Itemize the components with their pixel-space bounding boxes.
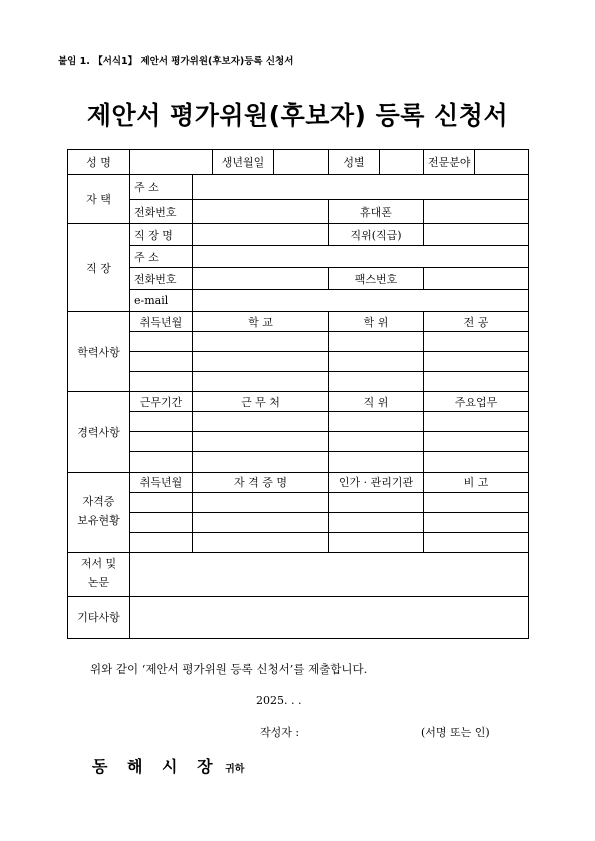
career-duties-field[interactable] (424, 432, 529, 452)
education-major-field[interactable] (424, 332, 529, 352)
certificate-header-name: 자 격 증 명 (193, 472, 329, 492)
home-section-label: 자 택 (68, 175, 130, 224)
field-label: 전문분야 (424, 150, 475, 175)
certificate-name-field[interactable] (193, 512, 329, 532)
application-form-table (67, 149, 529, 639)
certificate-section-label-line1: 자격증 (82, 495, 115, 509)
home-address-field[interactable] (193, 175, 529, 200)
publications-row (68, 552, 529, 596)
recipient-name: 동 해 시 장 (92, 757, 220, 776)
certificate-header-authority: 인가 · 관리기관 (329, 472, 424, 492)
career-workplace-field[interactable] (193, 452, 329, 472)
home-address-label: 주 소 (130, 175, 193, 200)
author-label: 작성자 : (260, 726, 300, 739)
position-label: 직위(직급) (329, 224, 424, 246)
field-input[interactable] (475, 150, 529, 175)
education-date-field[interactable] (130, 332, 193, 352)
certificate-entry-row (68, 492, 529, 512)
education-school-field[interactable] (193, 352, 329, 372)
other-row (68, 596, 529, 638)
work-phone-label: 전화번호 (130, 268, 193, 290)
career-position-field[interactable] (329, 452, 424, 472)
education-school-field[interactable] (193, 372, 329, 392)
education-major-field[interactable] (424, 372, 529, 392)
education-section-label: 학력사항 (68, 312, 130, 392)
home-phone-row (68, 200, 529, 224)
gender-label: 성별 (329, 150, 380, 175)
education-major-field[interactable] (424, 352, 529, 372)
name-label: 성 명 (68, 150, 130, 175)
certificate-name-field[interactable] (193, 532, 329, 552)
workplace-row (68, 224, 529, 246)
workplace-field[interactable] (193, 224, 329, 246)
recipient-suffix: 귀하 (225, 764, 245, 775)
career-entry-row (68, 452, 529, 472)
certificate-section-label-line2: 보유현황 (77, 514, 120, 528)
publications-label (68, 552, 130, 596)
education-school-field[interactable] (193, 332, 329, 352)
career-header-row (68, 392, 529, 412)
personal-info-row (68, 150, 529, 175)
education-degree-field[interactable] (329, 352, 424, 372)
recipient (92, 754, 244, 777)
education-degree-field[interactable] (329, 372, 424, 392)
position-field[interactable] (424, 224, 529, 246)
career-header-position: 직 위 (329, 392, 424, 412)
certificate-name-field[interactable] (193, 492, 329, 512)
certificate-remarks-field[interactable] (424, 532, 529, 552)
work-section-label: 직 장 (68, 224, 130, 312)
career-period-field[interactable] (130, 432, 193, 452)
workplace-label: 직 장 명 (130, 224, 193, 246)
publications-field[interactable] (130, 552, 529, 596)
birthdate-field[interactable] (274, 150, 329, 175)
home-phone-field[interactable] (193, 200, 329, 224)
education-header-major: 전 공 (424, 312, 529, 332)
certificate-header-date: 취득년월 (130, 472, 193, 492)
certificate-entry-row (68, 532, 529, 552)
education-entry-row (68, 352, 529, 372)
email-label: e-mail (130, 290, 193, 312)
career-section-label: 경력사항 (68, 392, 130, 472)
certificate-entry-row (68, 512, 529, 532)
work-address-field[interactable] (193, 246, 529, 268)
fax-field[interactable] (424, 268, 529, 290)
work-phone-row (68, 268, 529, 290)
career-header-workplace: 근 무 처 (193, 392, 329, 412)
date-line: 2025. . . (256, 694, 302, 707)
signature-label: (서명 또는 인) (421, 726, 490, 739)
work-address-row (68, 246, 529, 268)
document-title: 제안서 평가위원(후보자) 등록 신청서 (86, 101, 509, 130)
fax-label: 팩스번호 (329, 268, 424, 290)
birthdate-label: 생년월일 (213, 150, 274, 175)
career-header-period: 근무기간 (130, 392, 193, 412)
publications-label-line1: 저서 및 (80, 557, 117, 571)
certificate-date-field[interactable] (130, 512, 193, 532)
career-header-duties: 주요업무 (424, 392, 529, 412)
career-workplace-field[interactable] (193, 432, 329, 452)
name-field[interactable] (130, 150, 213, 175)
mobile-label: 휴대폰 (329, 200, 424, 224)
education-header-date: 취득년월 (130, 312, 193, 332)
education-entry-row (68, 332, 529, 352)
home-address-row (68, 175, 529, 200)
certificate-authority-field[interactable] (329, 512, 424, 532)
certificate-remarks-field[interactable] (424, 492, 529, 512)
gender-field[interactable] (380, 150, 424, 175)
mobile-field[interactable] (424, 200, 529, 224)
email-row (68, 290, 529, 312)
career-period-field[interactable] (130, 452, 193, 472)
education-header-school: 학 교 (193, 312, 329, 332)
career-position-field[interactable] (329, 412, 424, 432)
education-header-degree: 학 위 (329, 312, 424, 332)
other-label: 기타사항 (68, 596, 130, 638)
education-date-field[interactable] (130, 372, 193, 392)
work-address-label: 주 소 (130, 246, 193, 268)
certificate-date-field[interactable] (130, 492, 193, 512)
email-field[interactable] (193, 290, 529, 312)
career-period-field[interactable] (130, 412, 193, 432)
publications-label-line2: 논문 (87, 576, 110, 590)
career-duties-field[interactable] (424, 452, 529, 472)
work-phone-field[interactable] (193, 268, 329, 290)
education-entry-row (68, 372, 529, 392)
education-header-row (68, 312, 529, 332)
certificate-authority-field[interactable] (329, 492, 424, 512)
education-degree-field[interactable] (329, 332, 424, 352)
career-entry-row (68, 432, 529, 452)
career-entry-row (68, 412, 529, 432)
certificate-authority-field[interactable] (329, 532, 424, 552)
submission-statement: 위와 같이 ‘제안서 평가위원 등록 신청서’를 제출합니다. (90, 662, 368, 676)
education-date-field[interactable] (130, 352, 193, 372)
certificate-header-remarks: 비 고 (424, 472, 529, 492)
certificate-remarks-field[interactable] (424, 512, 529, 532)
certificate-header-row (68, 472, 529, 492)
certificate-section-label (68, 472, 130, 552)
career-duties-field[interactable] (424, 412, 529, 432)
form-reference-note: 붙임 1. 【서식1】 제안서 평가위원(후보자)등록 신청서 (58, 56, 294, 67)
certificate-date-field[interactable] (130, 532, 193, 552)
career-position-field[interactable] (329, 432, 424, 452)
other-field[interactable] (130, 596, 529, 638)
home-phone-label: 전화번호 (130, 200, 193, 224)
career-workplace-field[interactable] (193, 412, 329, 432)
